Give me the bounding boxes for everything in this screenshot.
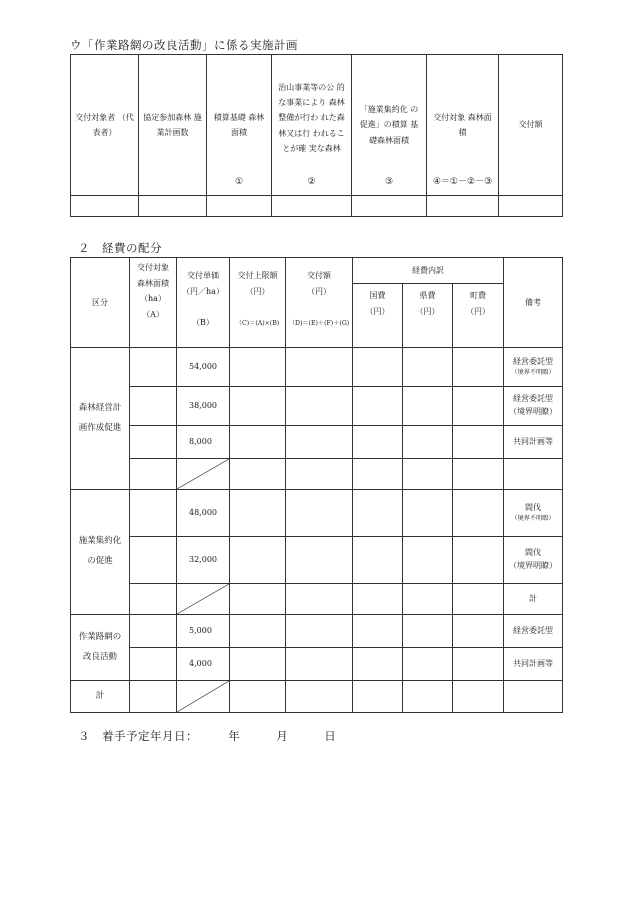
cell-remarks: 共同計画等 [504,426,563,459]
cell-prefectural[interactable] [403,648,453,681]
group-label-road-network: 作業路網の 改良活動 [71,615,130,681]
cell-town[interactable] [453,648,504,681]
implementation-plan-table [70,54,563,217]
header-base-area: 積算基礎 森林面積 ① [207,55,272,196]
cell-remarks[interactable] [504,459,563,490]
input-amount[interactable] [499,196,563,217]
cell-area[interactable] [130,459,177,490]
cell-unit-price: 4,000 [177,648,230,681]
cell-area[interactable] [130,387,177,426]
cell-town[interactable] [453,348,504,387]
header-national: 国費 （円） [353,284,403,348]
cell-town[interactable] [453,426,504,459]
cell-remarks: 共同計画等 [504,648,563,681]
cell-unit-price: 48,000 [177,490,230,537]
cell-town[interactable] [453,459,504,490]
cell-area[interactable] [130,426,177,459]
cell-amount[interactable] [286,387,353,426]
header-breakdown: 経費内訳 [353,258,504,284]
cell-area[interactable] [130,648,177,681]
cell-national[interactable] [353,348,403,387]
input-base-area[interactable] [207,196,272,217]
cell-upper-limit[interactable] [230,584,286,615]
cell-amount[interactable] [286,348,353,387]
cell-upper-limit[interactable] [230,348,286,387]
cell-remarks: 経営委託型 [504,615,563,648]
cell-national[interactable] [353,490,403,537]
diagonal-slash-cell [177,681,230,713]
header-town: 町費 （円） [453,284,504,348]
cell-area[interactable] [130,490,177,537]
cell-prefectural[interactable] [403,490,453,537]
input-plan-count[interactable] [139,196,207,217]
input-target-area[interactable] [427,196,499,217]
cell-town[interactable] [453,490,504,537]
cell-upper-limit[interactable] [230,537,286,584]
cell-prefectural[interactable] [403,681,453,713]
total-label: 計 [71,681,130,713]
cell-area[interactable] [130,348,177,387]
cell-national[interactable] [353,387,403,426]
cell-national[interactable] [353,615,403,648]
cell-amount[interactable] [286,681,353,713]
cell-unit-price: 54,000 [177,348,230,387]
cell-upper-limit[interactable] [230,615,286,648]
cell-upper-limit[interactable] [230,681,286,713]
cell-town[interactable] [453,584,504,615]
header-unit-price: 交付単価 （円／ha） （B） [177,258,230,348]
header-amount: 交付額 （円） （D)＝(E)＋(F)＋(G) [286,258,353,348]
cell-amount[interactable] [286,426,353,459]
cell-remarks: 経営委託型 （境界不明瞭） [504,348,563,387]
cell-town[interactable] [453,387,504,426]
cell-national[interactable] [353,426,403,459]
cell-remarks: 計 [504,584,563,615]
cell-upper-limit[interactable] [230,426,286,459]
diagonal-slash-cell [177,584,230,615]
cell-town[interactable] [453,681,504,713]
section-u-title: ウ「作業路網の改良活動」に係る実施計画 [70,38,298,52]
cell-remarks: 間伐 （境界不明瞭） [504,490,563,537]
cell-town[interactable] [453,537,504,584]
input-recipient[interactable] [71,196,139,217]
cell-amount[interactable] [286,490,353,537]
cell-area[interactable] [130,537,177,584]
cell-national[interactable] [353,648,403,681]
cell-prefectural[interactable] [403,459,453,490]
cell-national[interactable] [353,681,403,713]
header-prefectural: 県費 （円） [403,284,453,348]
cell-prefectural[interactable] [403,387,453,426]
cell-amount[interactable] [286,615,353,648]
cell-upper-limit[interactable] [230,490,286,537]
cell-area[interactable] [130,681,177,713]
cell-upper-limit[interactable] [230,387,286,426]
cell-remarks: 経営委託型 （境界明瞭） [504,387,563,426]
cell-amount[interactable] [286,584,353,615]
cell-unit-price: 5,000 [177,615,230,648]
header-area: 交付対象 森林面積 （ha） （A） [130,258,177,348]
cell-amount[interactable] [286,648,353,681]
cell-remarks[interactable] [504,681,563,713]
cell-national[interactable] [353,584,403,615]
cell-upper-limit[interactable] [230,648,286,681]
cell-town[interactable] [453,615,504,648]
cost-allocation-table [70,257,563,713]
cell-prefectural[interactable] [403,615,453,648]
header-recipient: 交付対象者 （代表者） [71,55,139,196]
cell-prefectural[interactable] [403,426,453,459]
header-kubun: 区分 [71,258,130,348]
header-amount: 交付額 [499,55,563,196]
diagonal-slash-cell [177,459,230,490]
cell-prefectural[interactable] [403,537,453,584]
cell-remarks: 間伐 （境界明瞭） [504,537,563,584]
cell-unit-price: 32,000 [177,537,230,584]
group-label-management-plan: 森林経営計 画作成促進 [71,348,130,490]
header-plan-count: 協定参加森林 施業計画数 [139,55,207,196]
cell-unit-price: 38,000 [177,387,230,426]
cell-area[interactable] [130,584,177,615]
cell-national[interactable] [353,537,403,584]
cell-national[interactable] [353,459,403,490]
header-public-project-forest: 治山事業等の公 的な事業により 森林整備が行わ れた森林又は行 われることが確 実な森林 ② [272,55,352,196]
cell-prefectural[interactable] [403,584,453,615]
group-label-consolidation: 施業集約化 の促進 [71,490,130,615]
cell-upper-limit[interactable] [230,459,286,490]
input-consolidation-area[interactable] [352,196,427,217]
header-upper-limit: 交付上限額 （円） （C)＝(A)×(B) [230,258,286,348]
header-remarks: 備考 [504,258,563,348]
cell-prefectural[interactable] [403,348,453,387]
cell-amount[interactable] [286,459,353,490]
header-consolidation-area: 「施業集約化 の促進」の積算 基礎森林面積 ③ [352,55,427,196]
section-2-title: ２ 経費の配分 [78,241,162,255]
cell-area[interactable] [130,615,177,648]
cell-unit-price: 8,000 [177,426,230,459]
section-3-start-date: ３ 着手予定年月日： 年 月 日 [78,729,337,743]
header-target-area: 交付対象 森林面積 ④＝①－②－③ [427,55,499,196]
input-public-project-forest[interactable] [272,196,352,217]
cell-amount[interactable] [286,537,353,584]
